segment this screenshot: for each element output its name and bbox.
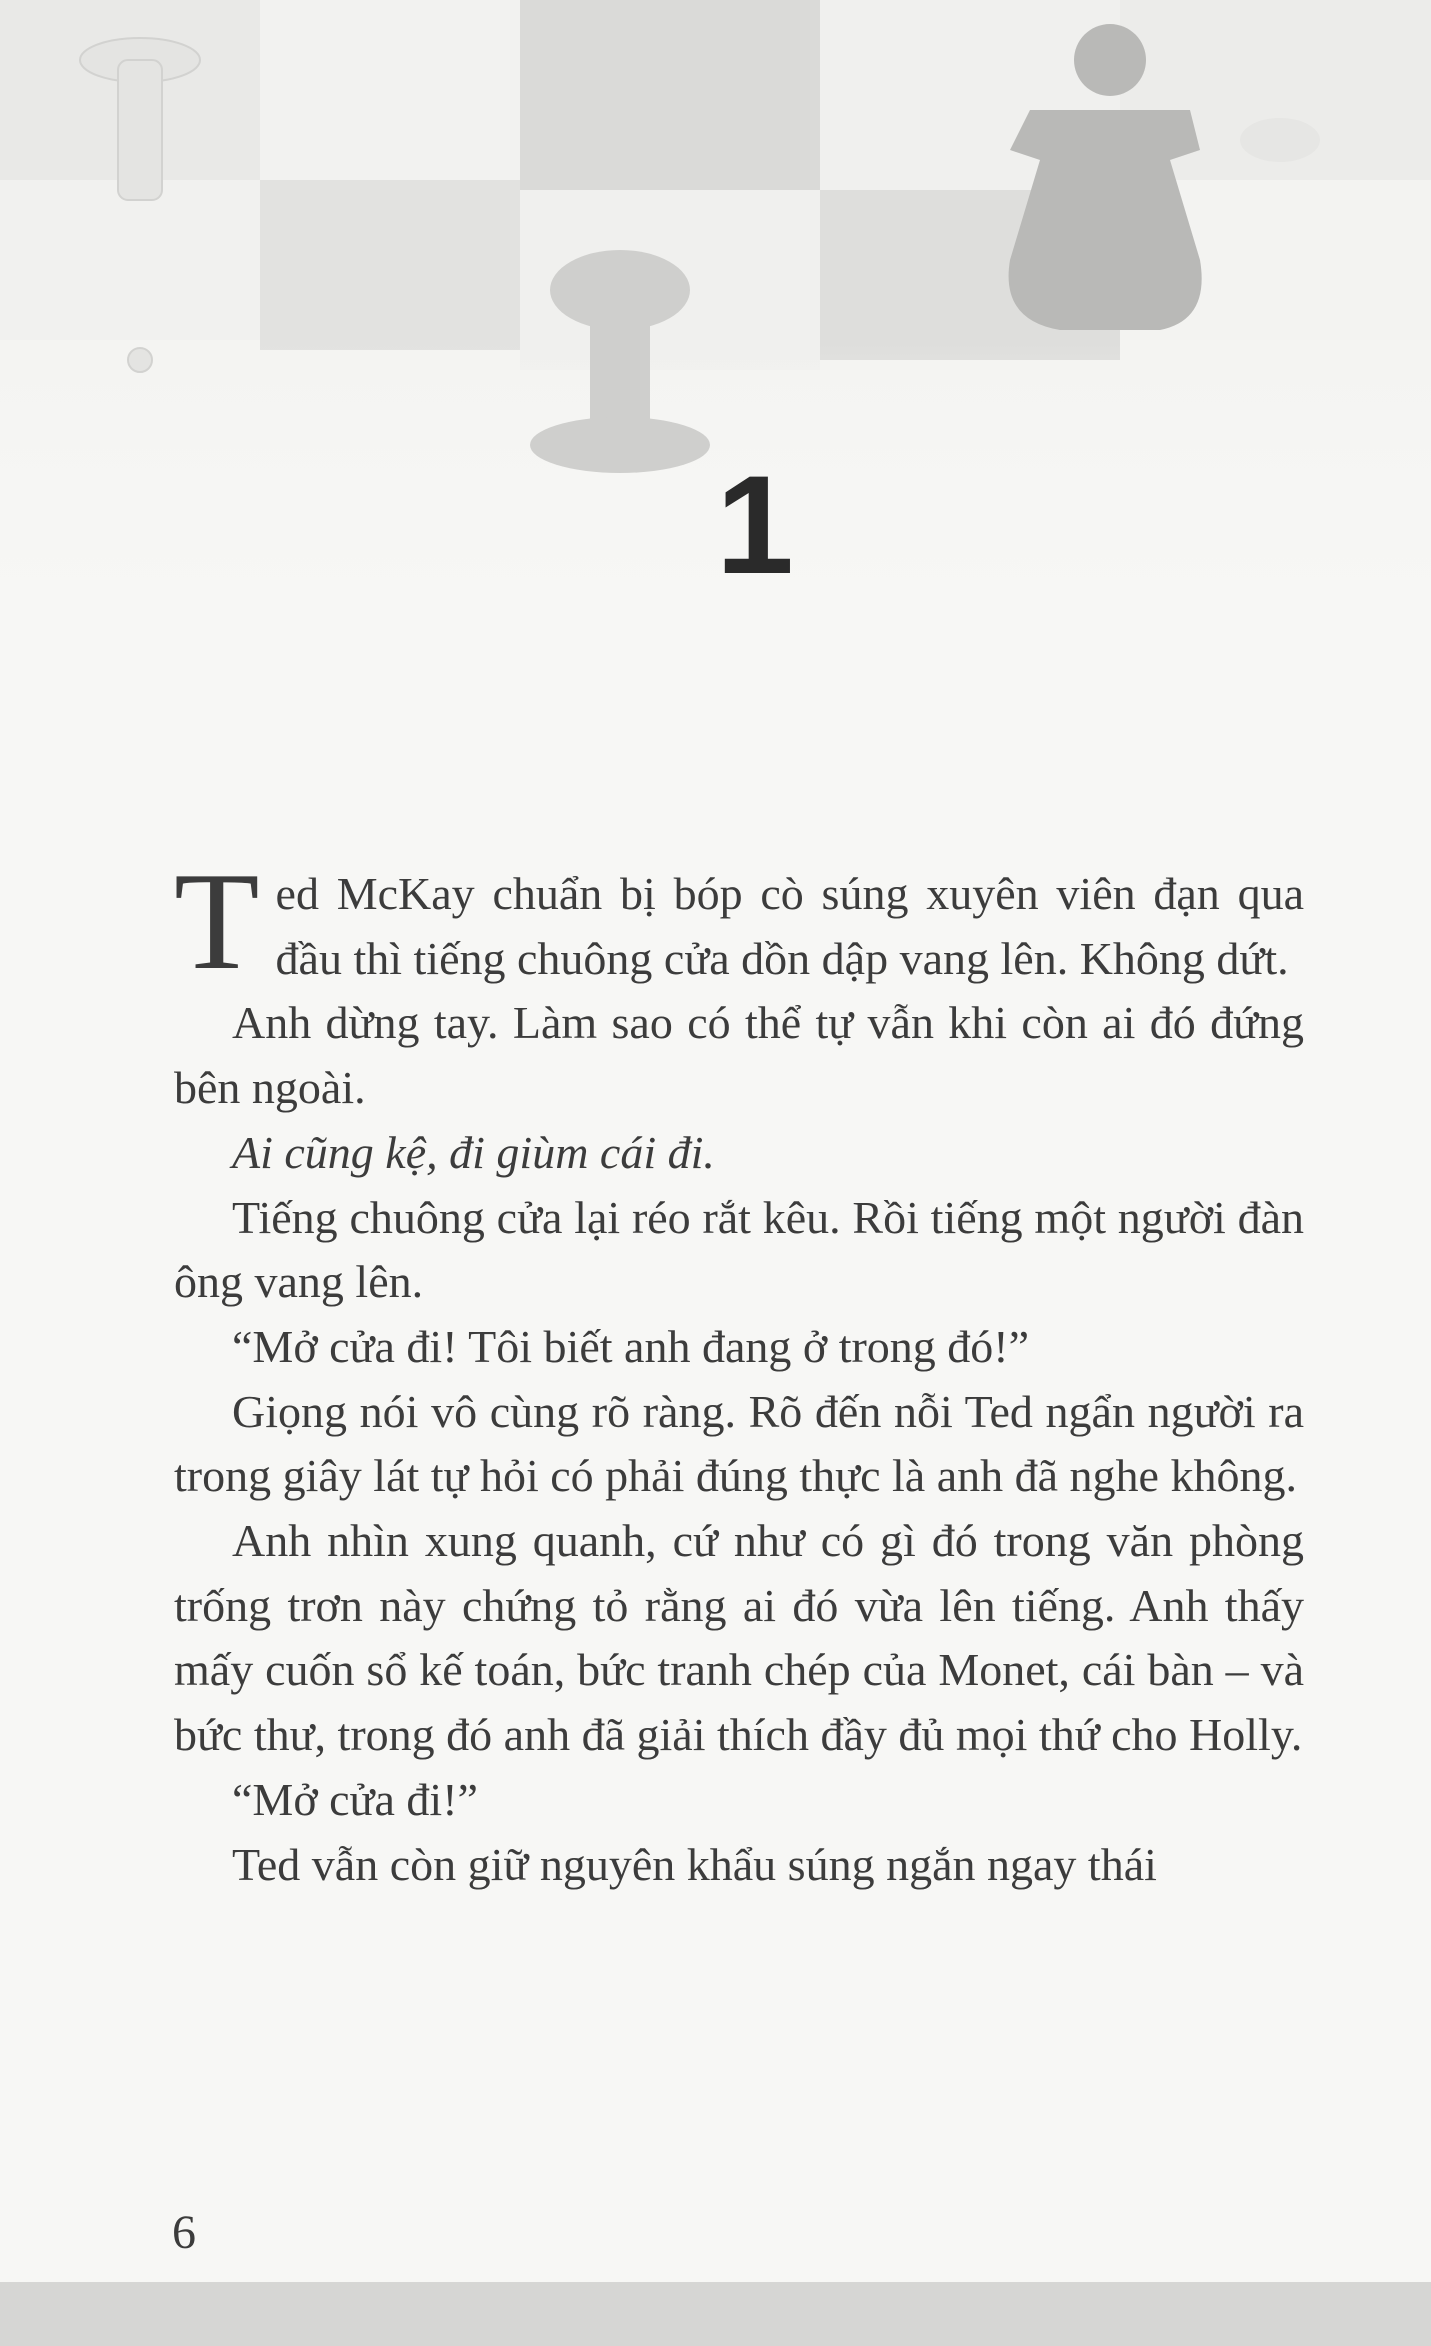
paragraph-2: Anh dừng tay. Làm sao có thể tự vẫn khi còn ai đó đứng bên ngoài. [174, 997, 1304, 1114]
scan-bottom-edge [0, 2282, 1431, 2346]
chapter-number: 1 [716, 446, 794, 603]
paragraph-8: “Mở cửa đi!” [232, 1773, 478, 1825]
page-number: 6 [172, 2206, 196, 2259]
paragraph-5: “Mở cửa đi! Tôi biết anh đang ở trong đó!” [232, 1320, 1030, 1372]
drop-cap: T [174, 844, 260, 999]
paragraph-1 [174, 844, 1304, 999]
small-pawn-icon [1240, 118, 1320, 162]
paragraph-text: ed McKay chuẩn bị bóp cò súng xuyên viên đạn qua đầu thì tiếng chuông cửa dồn dập vang lên. Không dứt. [275, 868, 1304, 984]
paragraph-7: Anh nhìn xung quanh, cứ như có gì đó trong văn phòng trống trơn này chứng tỏ rằng ai đó vừa lên tiếng. Anh thấy mấy cuốn sổ kế toán, bức tranh chép của Monet, cái bàn – và bức thư, trong đó anh đã giải thích đầy đủ mọi thứ cho Holly. [174, 1515, 1304, 1761]
paragraph-3: Ai cũng kệ, đi giùm cái đi. [232, 1126, 715, 1178]
paragraph-6: Giọng nói vô cùng rõ ràng. Rõ đến nỗi Ted ngẩn người ra trong giây lát tự hỏi có phải đúng thực là anh đã nghe không. [174, 1385, 1304, 1502]
paragraph-9: Ted vẫn còn giữ nguyên khẩu súng ngắn ngay thái [232, 1838, 1157, 1890]
chapter-body [174, 844, 1304, 1897]
paragraph-4: Tiếng chuông cửa lại réo rắt kêu. Rồi tiếng một người đàn ông vang lên. [174, 1191, 1304, 1308]
